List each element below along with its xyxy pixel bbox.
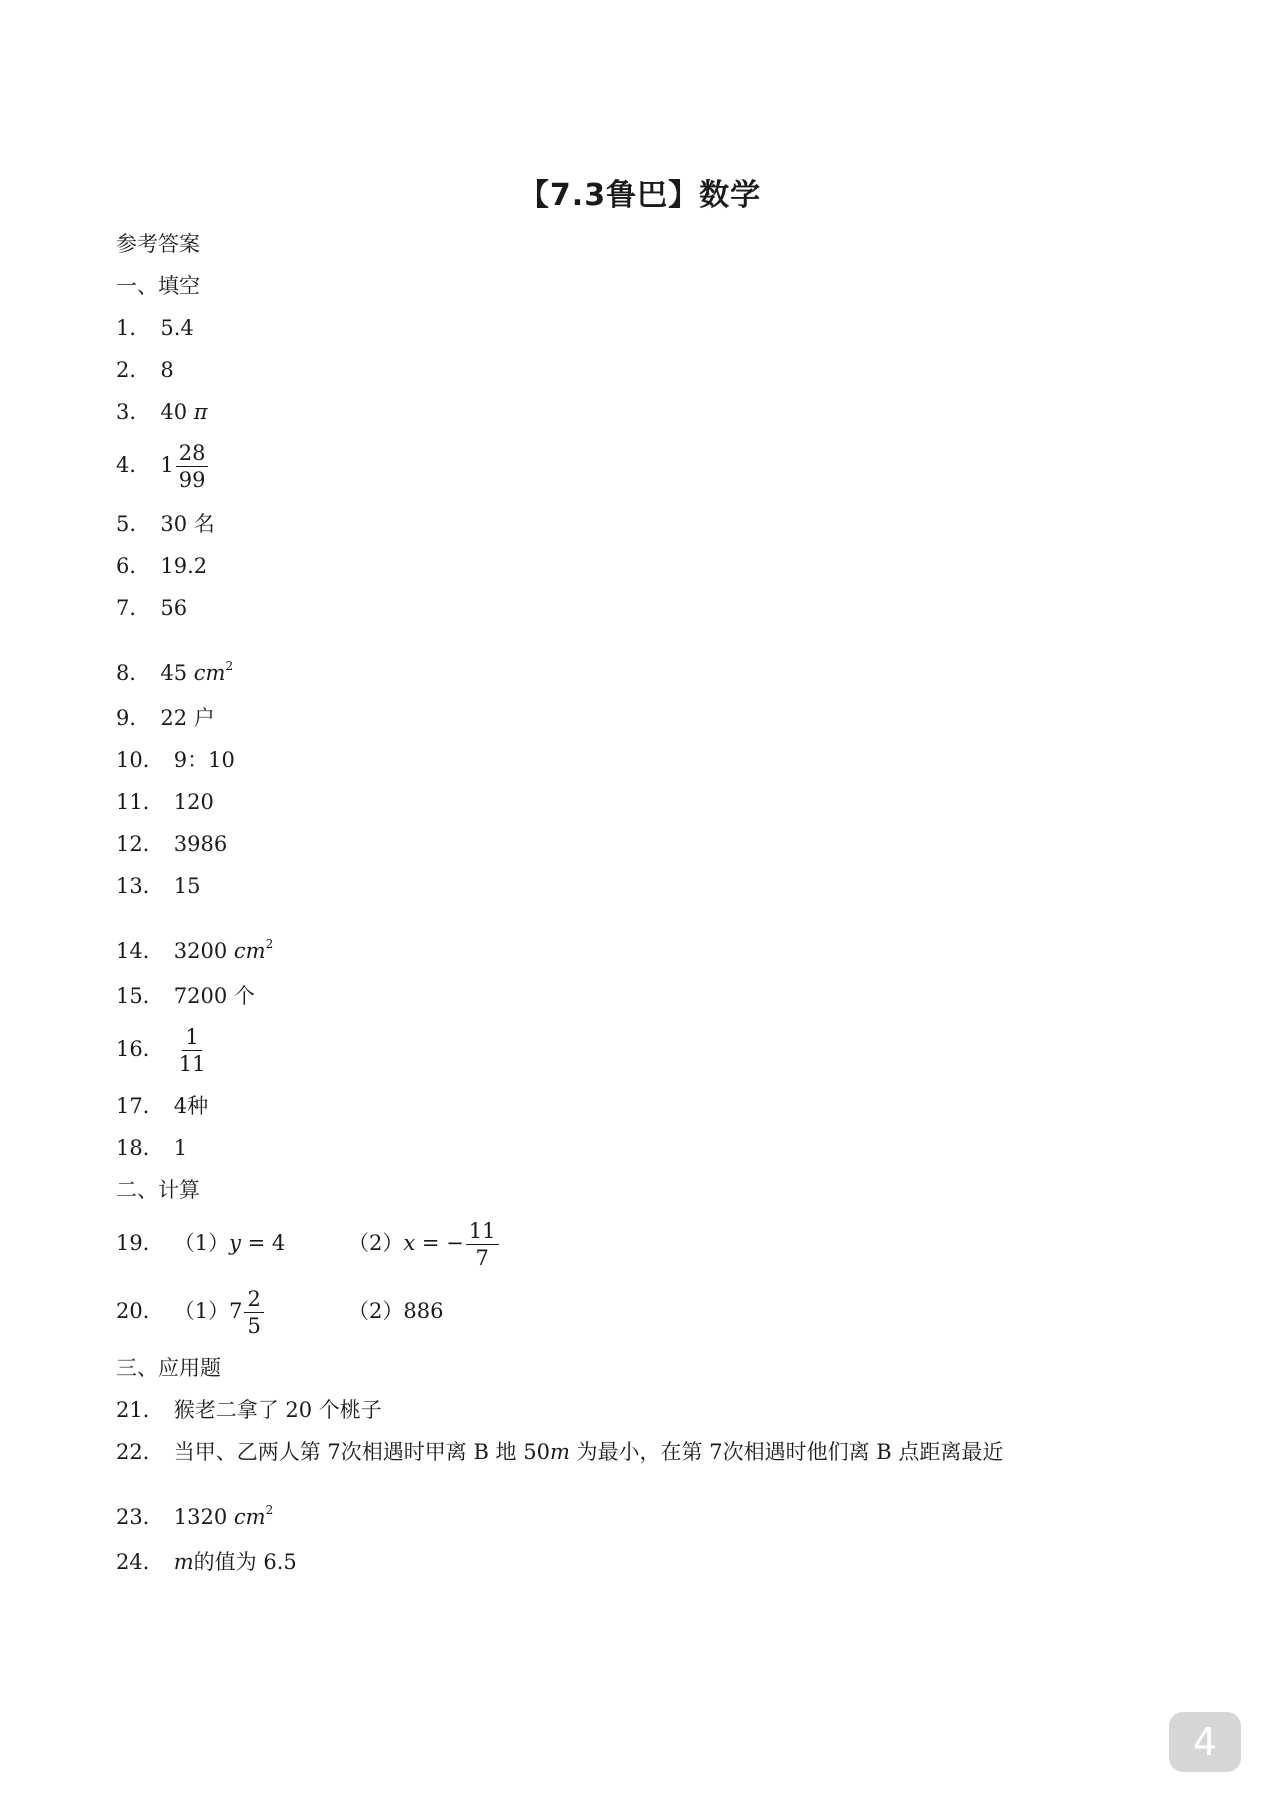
- answer-1: 1． 5.4: [116, 316, 194, 340]
- answer-20: 20． （1）7 $\frac{2}{5}$ （2）886: [116, 1287, 444, 1338]
- answer-23: 23． 1320 $cm^2$: [116, 1503, 274, 1529]
- answer-10: 10． 9：10: [116, 748, 235, 772]
- fraction: $\frac{2}{5}$: [244, 1286, 263, 1339]
- answer-11: 11． 120: [116, 790, 214, 814]
- answer-17: 17． 4种: [116, 1094, 209, 1118]
- answer-24: 24． m的值为 6.5: [116, 1550, 297, 1574]
- answer-21: 21． 猴老二拿了 20 个桃子: [116, 1398, 382, 1422]
- answer-19: 19． （1）y = 4 （2）x = − $\frac{11}{7}$: [116, 1216, 616, 1270]
- answer-16: 16． $\frac{1}{11}$: [116, 1022, 210, 1077]
- answer-15: 15． 7200 个: [116, 984, 255, 1008]
- section-heading-fill: 一、填空: [116, 274, 200, 298]
- page-title: 【7.3鲁巴】数学: [518, 178, 762, 213]
- answer-4: 4． 1 $\frac{28}{99}$: [116, 438, 210, 493]
- page-number-badge: 4: [1169, 1712, 1241, 1772]
- answer-14: 14． 3200 $cm^2$: [116, 937, 274, 963]
- answer-9: 9． 22 户: [116, 706, 215, 730]
- section-heading-apply: 三、应用题: [116, 1356, 221, 1380]
- answer-22: 22． 当甲、乙两人第 7次相遇时甲离 B 地 50m 为最小，在第 7次相遇时他们离 B 点距离最近: [116, 1440, 1004, 1464]
- answer-8: 8． 45 $cm^2$: [116, 659, 234, 685]
- fraction: $\frac{28}{99}$: [176, 440, 209, 493]
- answer-18: 18． 1: [116, 1136, 188, 1160]
- section-heading-calc: 二、计算: [116, 1178, 200, 1202]
- answer-12: 12． 3986: [116, 832, 228, 856]
- answer-3: 3． 40 π: [116, 400, 208, 424]
- answer-5: 5． 30 名: [116, 512, 215, 536]
- fraction: $\frac{1}{11}$: [178, 1025, 206, 1076]
- subtitle: 参考答案: [116, 232, 200, 256]
- fraction: $\frac{11}{7}$: [466, 1218, 499, 1271]
- answer-2: 2． 8: [116, 358, 174, 382]
- answer-6: 6． 19.2: [116, 554, 208, 578]
- answer-13: 13． 15: [116, 874, 201, 898]
- answer-7: 7． 56: [116, 596, 188, 620]
